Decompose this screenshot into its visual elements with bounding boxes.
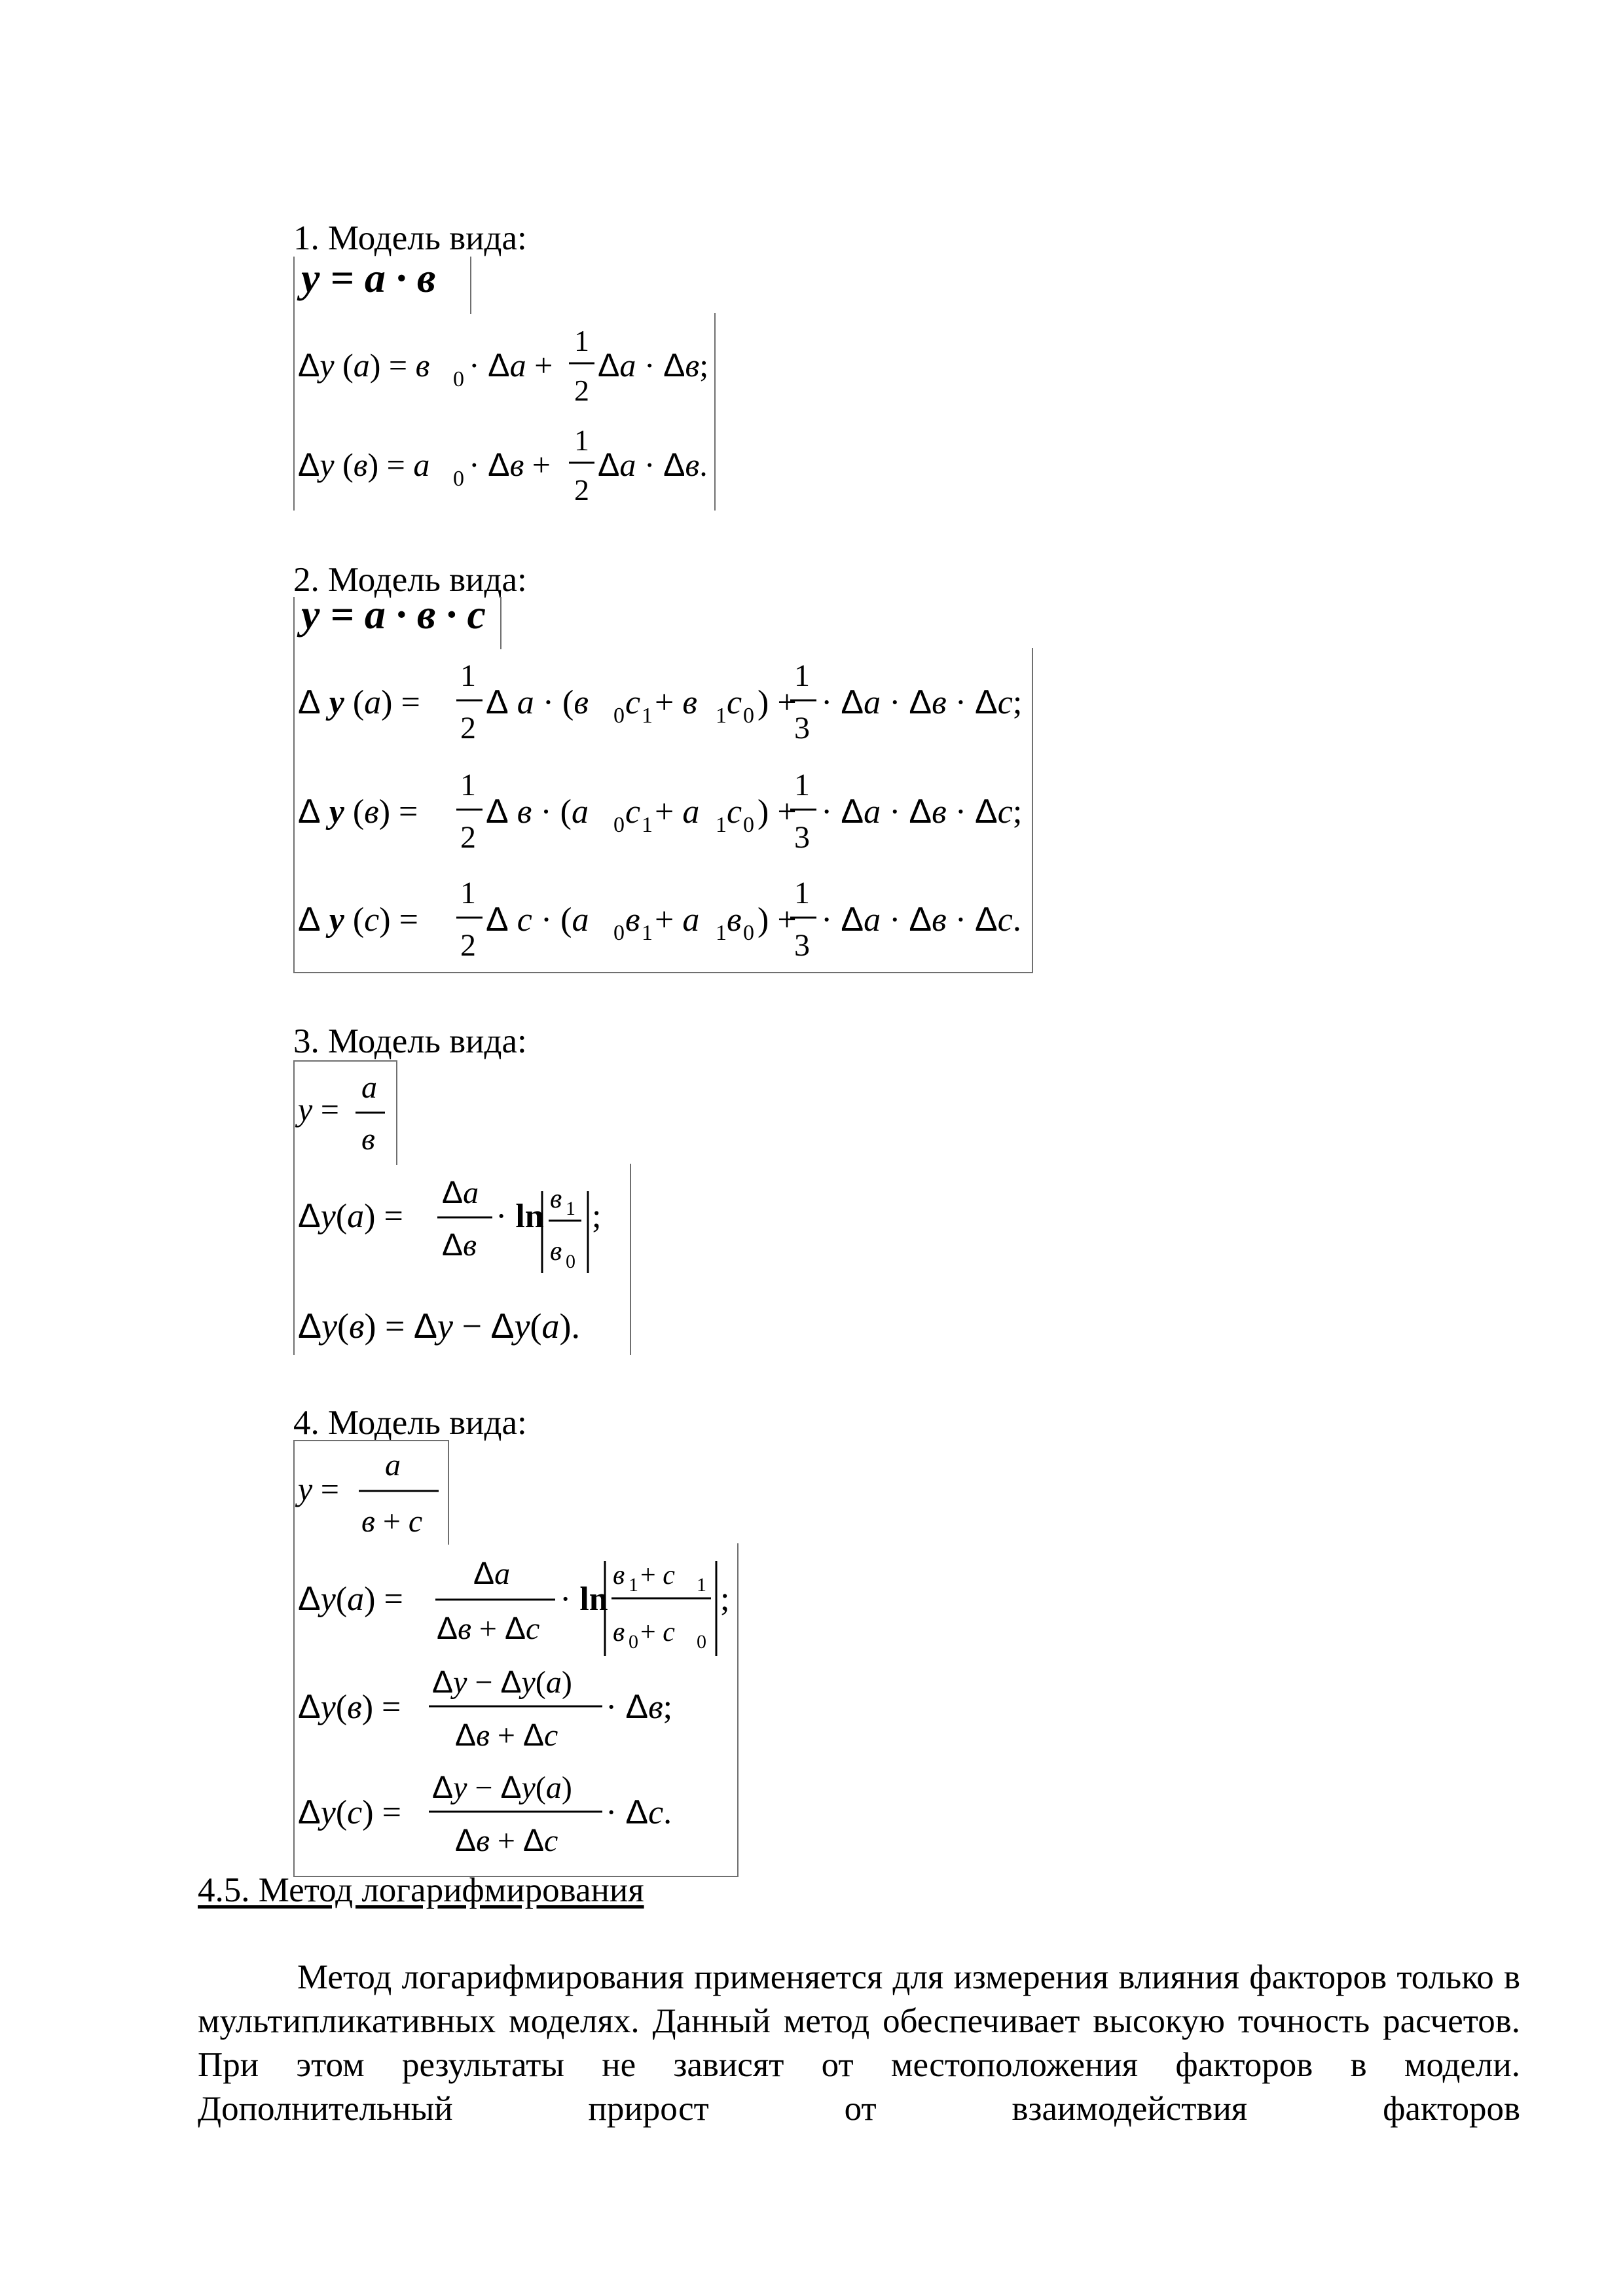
svg-text:Δ a · (в: Δ a · (в [486,683,589,721]
section-heading: 4.5. Метод логарифмирования [198,1871,644,1909]
svg-text:+ a: + a [655,793,700,831]
svg-text:1: 1 [794,658,810,693]
svg-text:Δa: Δa [442,1175,479,1210]
svg-text:c: c [625,793,641,831]
svg-text:Δ y (в) =: Δ y (в) = [298,793,418,831]
svg-text:Δy(в) = Δy − Δy(a).: Δy(в) = Δy − Δy(a). [298,1306,580,1346]
svg-text:Δ y (a) =: Δ y (a) = [298,683,420,721]
svg-text:1: 1 [629,1574,638,1596]
svg-text:в: в [550,1184,562,1214]
svg-text:· Δa · Δв · Δc;: · Δa · Δв · Δc; [821,683,1023,721]
svg-text:+ в: + в [655,684,697,721]
svg-text:0: 0 [613,704,625,728]
svg-text:· ln: · ln [560,1581,608,1618]
svg-text:1: 1 [716,921,727,945]
svg-text:0: 0 [453,367,464,391]
svg-text:в: в [727,901,742,939]
svg-text:;: ; [720,1581,730,1618]
model-3-label: 3. Модель вида: [293,1022,527,1060]
svg-text:Δ y (c) =: Δ y (c) = [298,901,418,939]
svg-text:2: 2 [460,711,476,745]
svg-text:1: 1 [716,704,727,728]
svg-text:Δв + Δc: Δв + Δc [455,1823,558,1858]
svg-text:1: 1 [460,876,476,910]
svg-text:Δ c · (a: Δ c · (a [486,901,589,939]
svg-text:2: 2 [460,820,476,855]
svg-text:в + c: в + c [361,1504,423,1539]
svg-text:1: 1 [794,876,810,910]
svg-text:2: 2 [574,374,589,407]
svg-text:) +: ) + [757,684,797,721]
model-1-label: 1. Модель вида: [293,219,527,257]
svg-text:1: 1 [642,921,653,945]
svg-text:0: 0 [566,1251,575,1272]
svg-text:0: 0 [613,921,625,945]
svg-text:в: в [613,1560,625,1590]
svg-text:· Δв;: · Δв; [606,1688,673,1726]
svg-text:+ c: + c [640,1617,675,1647]
svg-text:y =: y = [298,1091,339,1128]
svg-text:· Δa +: · Δa + [469,347,553,384]
svg-text:· Δв +: · Δв + [469,446,551,483]
svg-text:0: 0 [743,704,754,728]
model-2-label: 2. Модель вида: [293,561,527,599]
svg-text:1: 1 [574,423,589,457]
svg-text:c: c [727,684,742,721]
svg-text:Δy (a) = в: Δy (a) = в [298,347,430,384]
svg-text:Δy(a) =: Δy(a) = [298,1580,403,1618]
svg-text:1: 1 [642,813,653,837]
svg-text:0: 0 [453,467,464,491]
svg-text:· ln: · ln [496,1198,544,1235]
svg-text:1: 1 [716,813,727,837]
svg-text:Δa: Δa [473,1556,511,1591]
svg-text:· Δa · Δв · Δc;: · Δa · Δв · Δc; [821,793,1023,831]
section-paragraph: Метод логарифмирования применяется для измерения влияния факторов только в мультипликативных моделях. Данный метод обеспечивает высокую точность расчетов. При этом результаты не зависят от местоположения факторов в модели. Дополнительный прирост от взаимодействия факторов [198,1958,1520,2128]
svg-text:c: c [727,793,742,831]
svg-text:в: в [613,1617,625,1647]
svg-text:0: 0 [697,1631,706,1653]
svg-text:3: 3 [794,711,810,745]
svg-text:Δa · Δв.: Δa · Δв. [598,446,708,483]
svg-text:c: c [625,684,641,721]
svg-text:Δa · Δв;: Δa · Δв; [598,347,709,384]
svg-text:2: 2 [574,473,589,507]
svg-text:+ c: + c [640,1560,675,1590]
svg-text:0: 0 [629,1631,638,1653]
svg-text:· Δa · Δв · Δc.: · Δa · Δв · Δc. [821,901,1021,939]
svg-text:Δв: Δв [442,1228,477,1263]
svg-text:;: ; [592,1198,602,1235]
svg-text:1: 1 [697,1574,706,1596]
svg-text:Δy − Δy(a): Δy − Δy(a) [432,1770,572,1805]
svg-text:в: в [550,1236,562,1266]
svg-text:в: в [625,901,640,939]
svg-text:y = a · в: y = a · в [301,255,436,301]
svg-text:1: 1 [460,658,476,693]
svg-text:2: 2 [460,928,476,963]
svg-text:y = a · в · c: y = a · в · c [301,591,486,637]
model-4-label: 4. Модель вида: [293,1404,527,1442]
svg-text:0: 0 [743,921,754,945]
svg-text:1: 1 [574,324,589,357]
svg-text:Δy − Δy(a): Δy − Δy(a) [432,1665,572,1700]
svg-text:3: 3 [794,820,810,855]
svg-text:Δy(c) =: Δy(c) = [298,1793,401,1831]
svg-text:) +: ) + [757,901,797,939]
svg-text:1: 1 [460,768,476,802]
svg-text:a: a [361,1070,377,1105]
svg-text:Δв + Δc: Δв + Δc [437,1611,540,1646]
svg-text:a: a [385,1448,401,1482]
svg-text:1: 1 [642,704,653,728]
svg-text:+ a: + a [655,901,700,939]
svg-text:Δy (в) = a: Δy (в) = a [298,446,430,483]
svg-text:Δв + Δc: Δв + Δc [455,1718,558,1753]
svg-text:0: 0 [743,813,754,837]
svg-text:Δy(a) =: Δy(a) = [298,1197,403,1235]
svg-text:Δ в · (a: Δ в · (a [486,793,589,831]
svg-text:· Δc.: · Δc. [606,1793,672,1831]
svg-text:0: 0 [613,813,625,837]
svg-text:1: 1 [566,1198,575,1219]
svg-text:в: в [361,1122,375,1157]
svg-text:3: 3 [794,928,810,963]
svg-text:Δy(в) =: Δy(в) = [298,1688,401,1726]
svg-text:1: 1 [794,768,810,802]
svg-text:y =: y = [298,1471,339,1507]
svg-text:) +: ) + [757,793,797,831]
